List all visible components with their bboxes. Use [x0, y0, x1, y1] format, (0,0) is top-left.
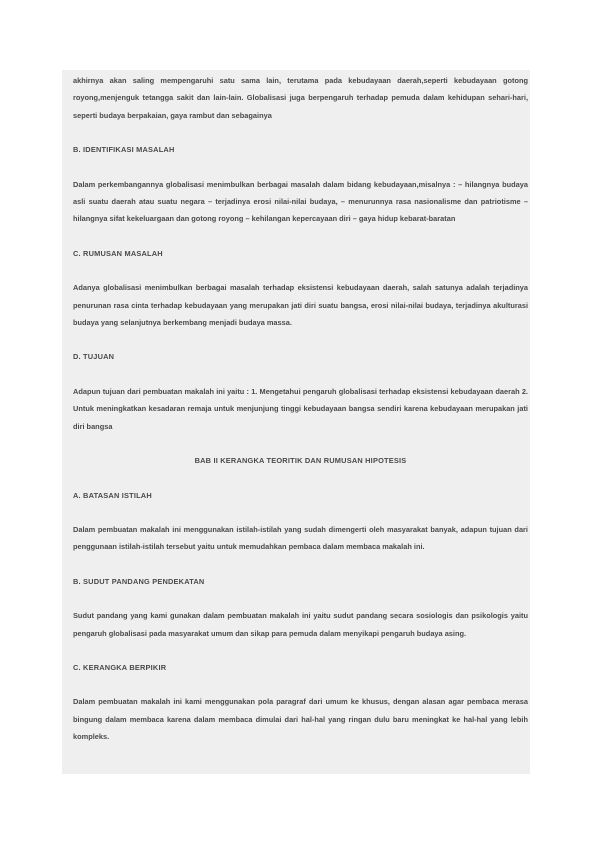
- section-heading-rumusan: C. RUMUSAN MASALAH: [73, 248, 163, 258]
- section-heading-tujuan: D. TUJUAN: [73, 352, 115, 362]
- paragraph-batasan: Dalam pembuatan makalah ini menggunakan istilah-istilah yang sudah dimengerti oleh masyarakat banyak, adapun tujuan dari penggunaan istilah-istilah tersebut yaitu untuk memudahkan pembaca dalam membaca makalah ini.: [73, 524, 528, 552]
- section-heading-batasan: A. BATASAN ISTILAH: [73, 490, 152, 500]
- chapter-heading: BAB II KERANGKA TEORITIK DAN RUMUSAN HIPOTESIS: [194, 456, 407, 466]
- paragraph-sudut-pandang: Sudut pandang yang kami gunakan dalam pembuatan makalah ini yaitu sudut pandang secara sosiologis dan psikologis yaitu pengaruh globalisasi pada masyarakat umum dan sikap para pemuda dalam menyikapi pengaruh budaya asing.: [73, 611, 528, 638]
- section-heading-identifikasi: B. IDENTIFIKASI MASALAH: [73, 145, 175, 155]
- paragraph-tujuan: Adapun tujuan dari pembuatan makalah ini yaitu : 1. Mengetahui pengaruh globalisasi terhadap eksistensi kebudayaan daerah 2. Untuk meningkatkan kesadaran remaja untuk menjunjung tinggi kebudayaan bangsa sendiri karena kebudayaan merupakan jati diri bangsa: [73, 386, 528, 431]
- paragraph-kerangka: Dalam pembuatan makalah ini kami menggunakan pola paragraf dari umum ke khusus, dengan alasan agar pembaca merasa bingung dalam membaca karena dalam membaca dimulai dari hal-hal yang ringan dulu baru meningkat ke hal-hal yang lebih kompleks.: [73, 697, 528, 742]
- section-heading-sudut-pandang: B. SUDUT PANDANG PENDEKATAN: [73, 576, 205, 586]
- intro-paragraph: akhirnya akan saling mempengaruhi satu sama lain, terutama pada kebudayaan daerah,seperti kebudayaan gotong royong,menjenguk tetangga sakit dan lain-lain. Globalisasi juga berpengaruh terhadap pemuda dalam kehidupan sehari-hari, seperti budaya berpakaian, gaya rambut dan sebagainya: [73, 76, 528, 120]
- section-heading-kerangka: C. KERANGKA BERPIKIR: [73, 662, 167, 672]
- paragraph-identifikasi: Dalam perkembangannya globalisasi menimbulkan berbagai masalah dalam bidang kebudayaan,misalnya : – hilangnya budaya asli suatu daerah atau suatu negara – terjadinya erosi nilai-nilai budaya, – menurunnya rasa nasionalisme dan patriotisme – hilangnya sifat kekeluargaan dan gotong royong – kehilangan kepercayaan diri – gaya hidup kebarat-baratan: [73, 179, 528, 224]
- paragraph-rumusan: Adanya globalisasi menimbulkan berbagai masalah terhadap eksistensi kebudayaan daerah, salah satunya adalah terjadinya penurunan rasa cinta terhadap kebudayaan yang merupakan jati diri suatu bangsa, erosi nilai-nilai budaya, terjadinya akulturasi budaya yang selanjutnya berkembang menjadi budaya massa.: [73, 283, 528, 328]
- document-body: [73, 72, 528, 763]
